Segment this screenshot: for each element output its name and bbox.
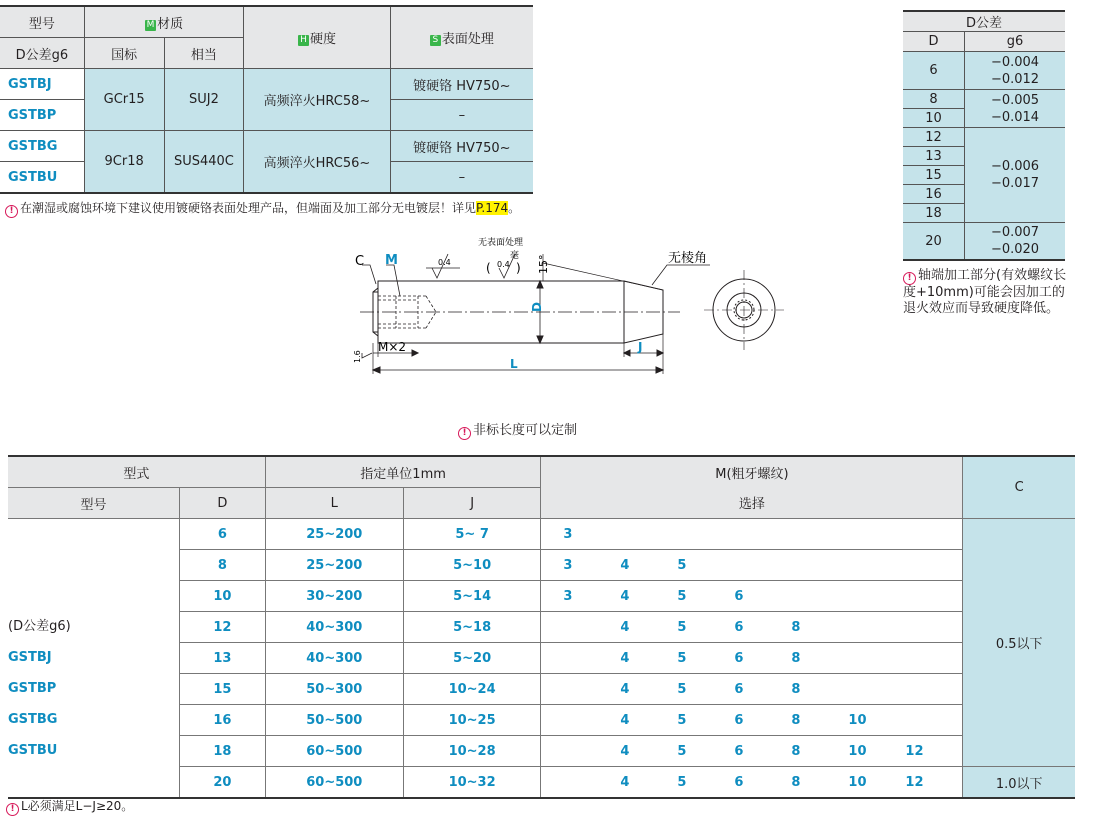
tol-d: 6 [903,52,965,90]
j-cell: 10~25 [403,705,541,736]
m-option: 5 [677,557,687,573]
j-cell: 10~24 [403,674,541,705]
tol-d: 10 [903,109,965,128]
tol-g6: −0.005 −0.014 [965,90,1066,128]
label-c: C [355,254,365,269]
l-cell: 60~500 [265,736,403,767]
m-option: 5 [677,650,687,666]
d-cell: 13 [180,643,266,674]
m-option: 6 [734,681,744,697]
m-option: 5 [677,588,687,604]
m-option: 12 [905,774,924,790]
j-cell: 5~18 [403,612,541,643]
tol-d: 16 [903,185,965,204]
m-option: 3 [563,557,573,573]
m-option: 5 [677,619,687,635]
m-option: 4 [620,557,630,573]
surface-badge: S [430,35,441,46]
surface-cell: 镀硬铬 HV750~ [390,131,533,162]
m-option: 3 [563,588,573,604]
model-gstbj: GSTBJ [8,649,52,665]
d-cell: 20 [180,767,266,799]
c-cell: 0.5以下 [963,519,1075,767]
header-material: M 材质 [84,6,244,38]
m-option: 6 [734,588,744,604]
j-cell: 5~20 [403,643,541,674]
svg-text:): ) [516,261,521,275]
m-option: 4 [620,743,630,759]
material-badge: M [146,19,155,30]
label-d: D [530,302,544,312]
m-option: 3 [563,526,573,542]
tol-g6: −0.007 −0.020 [965,223,1066,261]
j-cell: 10~28 [403,736,541,767]
l-cell: 60~500 [265,767,403,799]
spec-table [8,455,1075,799]
hardness-cell: 高频淬火HRC56~ [244,131,390,194]
surface-cell: – [390,162,533,194]
model-gstbj: GSTBJ [0,69,84,100]
c-cell: 1.0以下 [963,767,1075,799]
m-cell [541,550,963,581]
surface-cell: 镀硬铬 HV750~ [390,69,533,100]
m-option: 8 [791,681,801,697]
tol-d: 15 [903,166,965,185]
roughness-b: 0.4 [497,260,510,269]
tol-g6: −0.006 −0.017 [965,128,1066,223]
caution-icon: ! [5,205,18,218]
surface-cell: – [390,100,533,131]
header-m: M(粗牙螺纹) [541,456,963,488]
j-cell: 5~ 7 [403,519,541,550]
model-list: (D公差g6) GSTBJ GSTBP GSTBG GSTBU [8,519,180,799]
header-c: C [963,456,1075,519]
m-option: 8 [791,650,801,666]
label-mx2: M×2 [378,340,407,354]
l-cell: 30~200 [265,581,403,612]
label-l: L [510,357,518,371]
label-surface-sym: 毫 [510,251,520,261]
bottom-note: ! L必须满足L−J≥20。 [6,797,133,816]
m-option: 5 [677,743,687,759]
tol-title: D公差 [903,11,1065,32]
tol-g6: −0.004 −0.012 [965,52,1066,90]
header-hardness: H 硬度 [244,6,390,69]
tol-d: 12 [903,128,965,147]
gb-cell: GCr15 [84,69,164,131]
j-cell: 5~10 [403,550,541,581]
header-d-tol: D公差g6 [0,38,84,69]
header-l: L [265,488,403,519]
m-option: 4 [620,712,630,728]
svg-text:(: ( [486,261,491,275]
m-option: 6 [734,774,744,790]
l-cell: 25~200 [265,550,403,581]
hardness-badge: H [298,35,309,46]
header-unit: 指定单位1mm [265,456,541,488]
m-option: 4 [620,588,630,604]
d-cell: 15 [180,674,266,705]
tol-col-d: D [903,32,965,52]
tol-d: 8 [903,90,965,109]
material-table [0,5,533,194]
header-model: 型号 [8,488,180,519]
l-cell: 50~300 [265,674,403,705]
d-cell: 8 [180,550,266,581]
tolerance-table [903,10,1065,261]
m-option: 4 [620,619,630,635]
header-gb: 国标 [84,38,164,69]
roughness-c: 1.6 [353,350,362,363]
m-option: 6 [734,650,744,666]
m-option: 6 [734,743,744,759]
m-option: 5 [677,681,687,697]
header-d: D [180,488,266,519]
model-gstbu: GSTBU [0,162,84,194]
tol-col-g6: g6 [965,32,1066,52]
l-cell: 40~300 [265,612,403,643]
m-cell [541,674,963,705]
j-cell: 5~14 [403,581,541,612]
page-link[interactable]: P.174 [476,201,509,215]
d-cell: 16 [180,705,266,736]
m-cell [541,519,963,550]
header-equiv: 相当 [164,38,244,69]
gb-cell: 9Cr18 [84,131,164,194]
equiv-cell: SUJ2 [164,69,244,131]
header-surface: S 表面处理 [390,6,533,69]
m-option: 5 [677,712,687,728]
m-option: 8 [791,619,801,635]
header-j: J [403,488,541,519]
j-cell: 10~32 [403,767,541,799]
model-gstbg: GSTBG [8,711,58,727]
label-m: M [385,253,398,268]
label-no-surface: 无表面处理 [478,238,524,248]
l-cell: 40~300 [265,643,403,674]
roughness-a: 0.4 [438,258,451,267]
model-gstbp: GSTBP [0,100,84,131]
m-option: 4 [620,681,630,697]
m-option: 10 [848,712,867,728]
m-cell [541,612,963,643]
l-cell: 25~200 [265,519,403,550]
model-gstbp: GSTBP [8,680,57,696]
header-type: 型式 [8,456,265,488]
d-cell: 10 [180,581,266,612]
m-option: 8 [791,743,801,759]
m-cell [541,736,963,767]
header-model: 型号 [0,6,84,38]
m-option: 8 [791,712,801,728]
d-cell: 18 [180,736,266,767]
m-option: 6 [734,619,744,635]
m-option: 4 [620,650,630,666]
hardness-cell: 高频淬火HRC58~ [244,69,390,131]
custom-note: ! 非标长度可以定制 [458,419,577,440]
tol-d: 20 [903,223,965,261]
m-option: 4 [620,774,630,790]
d-cell: 12 [180,612,266,643]
m-option: 12 [905,743,924,759]
m-option: 5 [677,774,687,790]
table-row [8,519,1075,550]
model-gstbg: GSTBG [0,131,84,162]
m-option: 8 [791,774,801,790]
m-cell [541,581,963,612]
label-angle: 15° [537,254,550,274]
tolerance-note: ! 轴端加工部分(有效螺纹长度+10mm)可能会因加工的退火效应而导致硬度降低。 [903,268,1067,316]
header-select: 选择 [541,488,963,519]
caution-icon: ! [903,272,916,285]
d-cell: 6 [180,519,266,550]
l-cell: 50~500 [265,705,403,736]
m-cell [541,767,963,799]
equiv-cell: SUS440C [164,131,244,194]
label-no-edge: 无棱角 [668,251,708,266]
model-gstbu: GSTBU [8,742,58,758]
material-note: ! 在潮湿或腐蚀环境下建议使用镀硬铬表面处理产品，但端面及加工部分无电镀层！详见P.174。 [5,199,520,218]
m-option: 10 [848,774,867,790]
label-j: J [638,340,643,354]
caution-icon: ! [458,427,471,440]
pin-drawing [340,232,790,377]
tol-d: 13 [903,147,965,166]
m-option: 6 [734,712,744,728]
m-cell [541,643,963,674]
m-cell [541,705,963,736]
m-option: 10 [848,743,867,759]
tol-d: 18 [903,204,965,223]
caution-icon: ! [6,803,19,816]
